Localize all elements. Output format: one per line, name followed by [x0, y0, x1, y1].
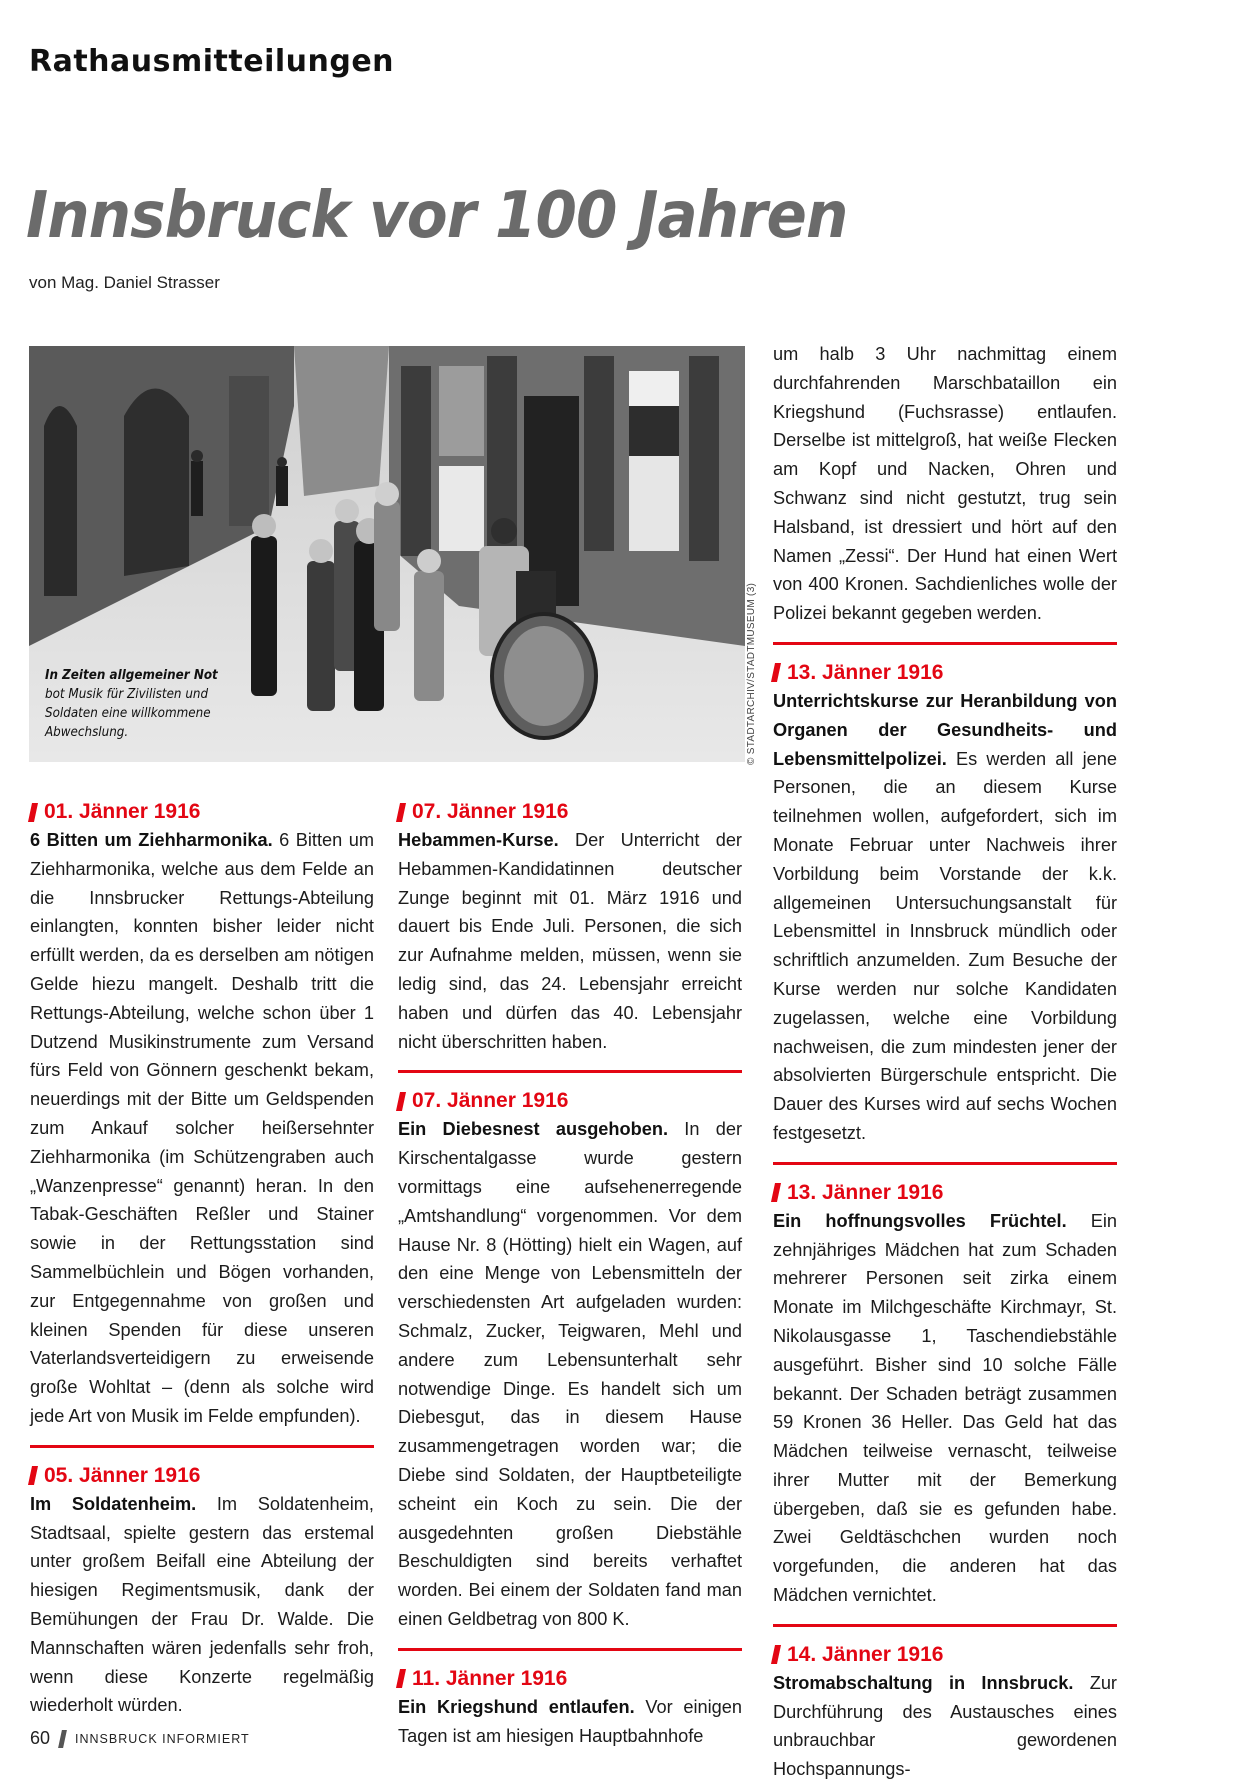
entry-body: Ein hoffnungsvolles Früchtel. Ein zehnjähriges Mädchen hat zum Schaden mehrerer Personen seit zirka einem Monate im Milchgeschäfte Kirchmayr, St. Nikolausgasse 1, Taschendiebstähle ausgeführt. Bisher sind 10 solche Fälle bekannt. Der Schaden beträgt zusammen 59 Kronen 36 Heller. Das Geld hat das Mädchen teilweise vernascht, teilweise ihrer Mutter mit der Bemerkung übergeben, daß sie es gefunden habe. Zwei Geldtäschchen wurden noch vorgefunden, die anderen hat das Mädchen vernichtet. — [773, 1210, 1117, 1606]
news-entry — [773, 1641, 1117, 1784]
entry-headline: Ein Kriegshund entlaufen. — [398, 1696, 635, 1717]
historic-photo — [29, 346, 745, 762]
news-entry — [30, 798, 374, 1431]
page-footer — [30, 1728, 250, 1749]
entry-date: 14. Jänner 1916 — [773, 1641, 1117, 1669]
slash-marker-icon — [771, 1645, 781, 1664]
divider — [773, 1624, 1117, 1627]
divider — [398, 1070, 742, 1073]
entry-headline: Ein hoffnungsvolles Früchtel. — [773, 1210, 1067, 1231]
publication-name: INNSBRUCK INFORMIERT — [75, 1731, 250, 1746]
column-1 — [30, 796, 374, 1720]
divider — [30, 1445, 374, 1448]
divider — [773, 642, 1117, 645]
photo-credit: © STADTARCHIV/STADTMUSEUM (3) — [746, 582, 757, 765]
slash-marker-icon — [771, 1183, 781, 1202]
entry-body: Ein Diebesnest ausgehoben. In der Kirschentalgasse wurde gestern vormittags eine aufsehenerregende „Amtshandlung“ vorgenommen. Vor dem Hause Nr. 8 (Hötting) hielt ein Wagen, auf den eine Menge von Lebensmitteln der verschiedensten Art aufgeladen wurden: Schmalz, Zucker, Teigwaren, Mehl und andere zum Lebensunterhalt sehr notwendige Dinge. Es handelt sich um Diebesgut, das in diesem Hause zusammengetragen worden war; die Diebe sind Soldaten, der Hauptbeteiligte scheint ein Koch zu sein. Die der ausgedehnten großen Diebstähle Beschuldigten sind bereits verhaftet worden. Bei einem der Soldaten fand man einen Geldbetrag von 800 K. — [398, 1119, 743, 1629]
entry-headline: Im Soldatenheim. — [30, 1493, 197, 1514]
column-2 — [398, 796, 742, 1750]
entry-date: 13. Jänner 1916 — [773, 659, 1117, 687]
entry-headline: Stromabschaltung in Innsbruck. — [773, 1672, 1074, 1693]
entry-headline: Hebammen-Kurse. — [398, 830, 559, 850]
entry-headline: Unterrichtskurse zur Heranbildung von Organen der Gesundheits- und Lebensmittelpolizei. — [773, 690, 1117, 769]
news-entry — [773, 659, 1117, 1148]
entry-body: um halb 3 Uhr nachmittag einem durchfahrenden Marschbataillon ein Kriegshund (Fuchsrasse) entlaufen. Derselbe ist mittelgroß, hat weiße Flecken am Kopf und Nacken, Ohren und Schwanz sind nicht gestutzt, trug sein Halsband, ist dressiert und hört auf den Namen „Zessi“. Der Hund hat einen Wert von 400 Kronen. Sachdienliches wolle der Polizei bekannt gegeben werden. — [773, 344, 1117, 624]
page-title: Innsbruck vor 100 Jahren — [26, 179, 848, 253]
photo-caption — [45, 666, 238, 742]
slash-marker-icon — [771, 663, 781, 682]
news-entry — [773, 1179, 1117, 1610]
slash-marker-icon — [28, 1466, 38, 1485]
news-entry — [30, 1462, 374, 1720]
entry-date: 11. Jänner 1916 — [398, 1665, 742, 1693]
entry-body: Ein Kriegshund entlaufen. Vor einigen Tagen ist am hiesigen Hauptbahnhofe — [398, 1696, 742, 1746]
entry-headline: 6 Bitten um Ziehharmonika. — [30, 830, 273, 850]
entry-date: 13. Jänner 1916 — [773, 1179, 1117, 1207]
slash-marker-icon — [58, 1730, 67, 1748]
caption-text: bot Musik für Zivilisten und Soldaten eine willkommene Abwechslung. — [45, 687, 211, 740]
news-entry-continued — [773, 340, 1117, 628]
caption-bold: In Zeiten allgemeiner Not — [45, 668, 218, 683]
divider — [773, 1162, 1117, 1165]
entry-date: 07. Jänner 1916 — [398, 1087, 742, 1115]
entry-body: 6 Bitten um Ziehharmonika. 6 Bitten um Ziehharmonika, welche aus dem Felde an die Innsbrucker Rettungs-Abteilung einlangten, konnten bisher leider nicht erfüllt werden, da es derselben am nötigen Gelde hiezu mangelt. Deshalb tritt die Rettungs-Abteilung, welche schon über 1 Dutzend Musikinstrumente zum Versand fürs Feld von Gönnern geschenkt bekam, neuerdings mit der Bitte um Geldspenden zum Ankauf solcher heißersehnter Ziehharmonika (im Schützengraben auch „Wanzenpresse“ genannt) heran. In den Tabak-Geschäften Reßler und Stainer sowie in der Rettungsstation sind Sammelbüchlein und Bögen vorhanden, zur Entgegennahme von großen und kleinen Spenden für diese unseren Vaterlandsverteidigern zu erweisende große Wohltat – (denn als solche wird jede Art von Musik im Felde empfunden). — [30, 830, 374, 1426]
entry-date: 05. Jänner 1916 — [30, 1462, 374, 1490]
column-3 — [773, 340, 1117, 1784]
page-number: 60 — [30, 1728, 51, 1748]
news-entry — [398, 1665, 742, 1751]
entry-date: 01. Jänner 1916 — [30, 798, 374, 826]
entry-date: 07. Jänner 1916 — [398, 798, 742, 826]
news-entry — [398, 798, 742, 1056]
entry-headline: Ein Diebesnest ausgehoben. — [398, 1119, 669, 1140]
slash-marker-icon — [396, 803, 406, 822]
news-entry — [398, 1087, 742, 1633]
divider — [398, 1648, 742, 1651]
entry-body: Hebammen-Kurse. Der Unterricht der Hebammen-Kandidatinnen deutscher Zunge beginnt mit 01. März 1916 und dauert bis Ende Juli. Personen, die sich zur Aufnahme melden, müssen, wenn sie ledig sind, das 24. Lebensjahr erreicht haben und dürfen das 40. Lebensjahr nicht überschritten haben. — [398, 830, 742, 1052]
slash-marker-icon — [396, 1092, 406, 1111]
entry-body: Im Soldatenheim. Im Soldatenheim, Stadtsaal, spielte gestern das erstemal unter großem Beifall eine Abteilung der hiesigen Regimentsmusik, dank der Bemühungen der Frau Dr. Walde. Die Mannschaften wären jedenfalls sehr froh, wenn diese Konzerte regelmäßig wiederholt würden. — [30, 1493, 374, 1716]
byline: von Mag. Daniel Strasser — [29, 273, 220, 292]
entry-body: Stromabschaltung in Innsbruck. Zur Durchführung des Austausches eines unbrauchbar gewordenen Hochspannungs- — [773, 1672, 1117, 1780]
slash-marker-icon — [28, 803, 38, 822]
section-label: Rathausmitteilungen — [29, 44, 395, 79]
entry-body: Unterrichtskurse zur Heranbildung von Organen der Gesundheits- und Lebensmittelpolizei. Es werden all jene Personen, die an diesem Kurse teilnehmen wollen, aufgefordert, sich im Monate Februar unter Nachweis ihrer Vorbildung beim Vorstande der k.k. allgemeinen Untersuchungsanstalt für Lebensmittel in Innsbruck mündlich oder schriftlich anzumelden. Zum Besuche der Kurse werden nur solche Kandidaten zugelassen, welche eine Vorbildung nachweisen, die zum mindesten jener der absolvierten Bürgerschule entspricht. Die Dauer des Kurses wird auf sechs Wochen festgesetzt. — [773, 690, 1117, 1143]
slash-marker-icon — [396, 1669, 406, 1688]
